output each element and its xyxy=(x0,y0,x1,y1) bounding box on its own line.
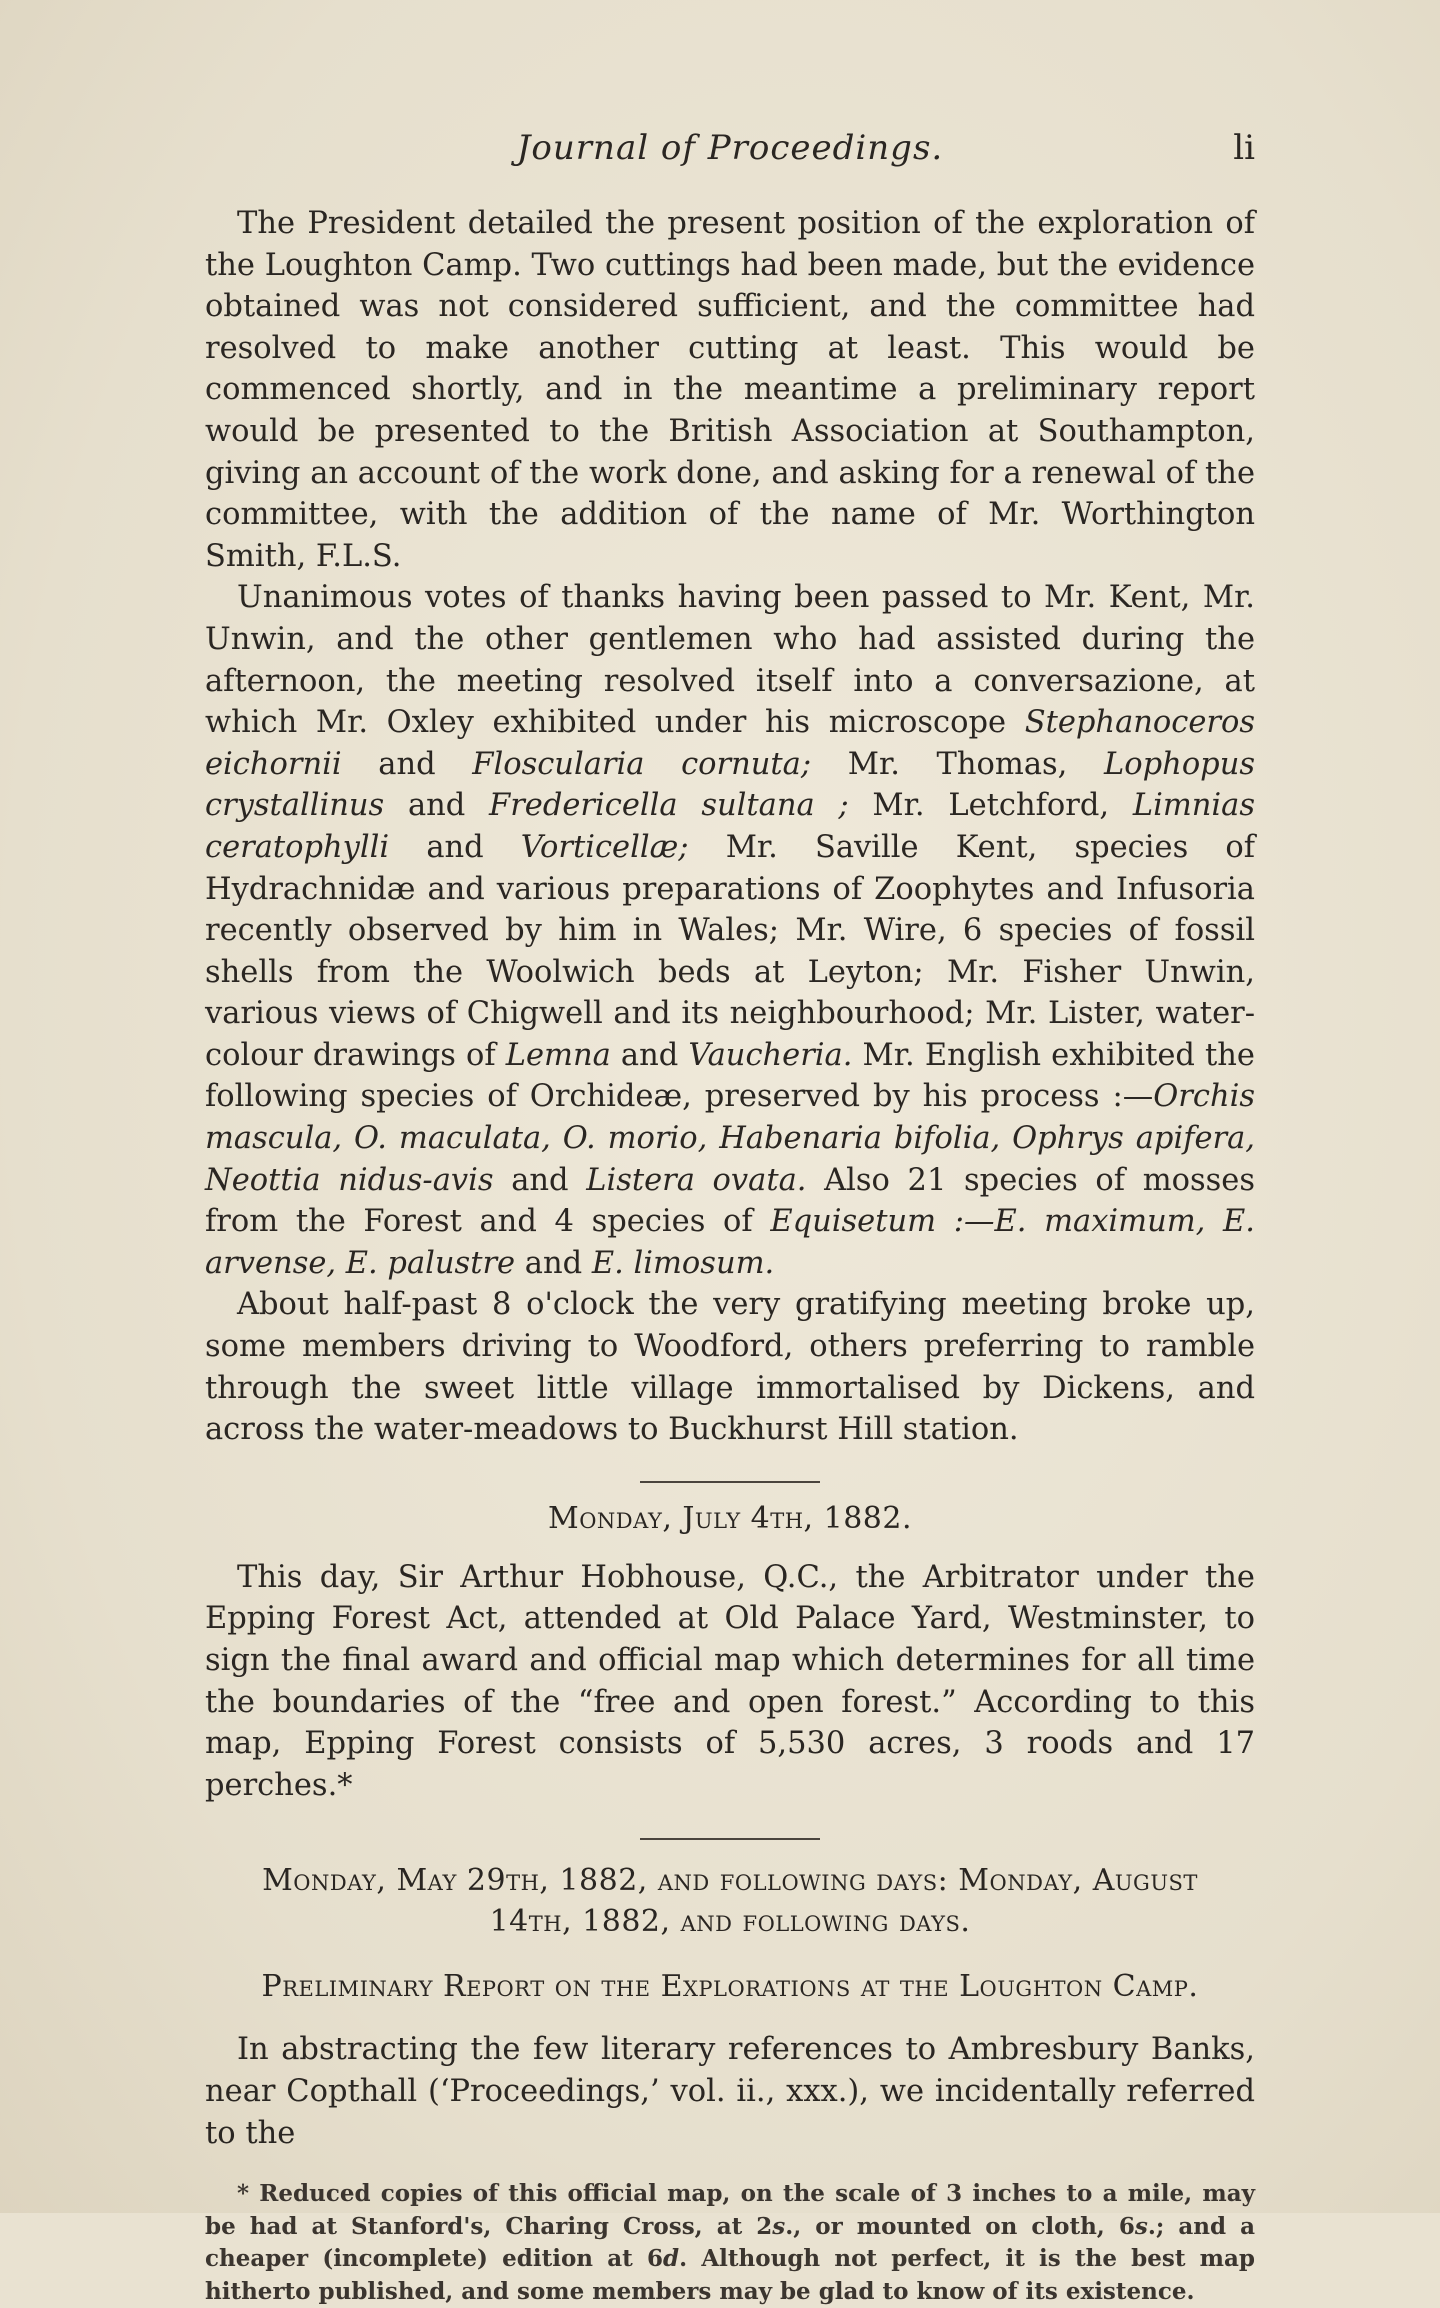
species-name: Limnias ceratophylli xyxy=(205,788,1255,865)
species-name: Vorticellæ; xyxy=(520,829,689,865)
text: Mr. Saville Kent, species of Hydrachnidæ and various preparations of Zoophytes and Infusoria recently observed by him in Wales; Mr. Wire, 6 species of fossil shells from the Woolwich beds at Leyton; Mr. Fisher Unwin, various views of Chigwell and its neighbourhood; Mr. Lister, water-colour drawings of xyxy=(205,829,1255,1073)
divider-rule xyxy=(640,1838,820,1840)
footnote-text xyxy=(205,2178,1255,2308)
species-name: E. limosum. xyxy=(591,1245,775,1281)
paragraph-conversazione xyxy=(205,577,1255,1284)
text: Also 21 species of mosses from the Forest and 4 species of xyxy=(205,1162,1256,1240)
text: Mr. English exhibited the following species of Orchideæ, preserved by his process :— xyxy=(205,1037,1255,1115)
divider-rule xyxy=(640,1481,820,1483)
species-name: Stephanoceros eichornii xyxy=(205,705,1255,782)
text: Unanimous votes of thanks having been passed to Mr. Kent, Mr. Unwin, and the other gentlemen who had assisted during the afternoon, the meeting resolved itself into a conversazione, at which Mr. Oxley exhibited under his microscope xyxy=(205,580,1255,741)
page-body xyxy=(205,203,1255,2308)
text: . Although not perfect, it is the best map hitherto published, and some members may be glad to know of its existence. xyxy=(205,2245,1255,2305)
currency-abbrev: s xyxy=(772,2212,786,2240)
page-number: li xyxy=(1233,128,1255,168)
text: and xyxy=(493,1162,587,1198)
species-name: Lophopus crystallinus xyxy=(205,746,1255,824)
footnote xyxy=(205,2178,1255,2308)
species-name: Orchis mascula, O. maculata, O. morio, Habenaria bifolia, Ophrys apifera, Neottia nidus-avis xyxy=(205,1079,1255,1198)
paragraph-president-report: The President detailed the present position of the exploration of the Loughton Camp. Two cuttings had been made, but the evidence obtained was not considered sufficient, and the committee had resolved to make another cutting at least. This would be commenced shortly, and in the meantime a preliminary report would be presented to the British Association at Southampton, giving an account of the work done, and asking for a renewal of the committee, with the addition of the name of Mr. Worthington Smith, F.L.S. xyxy=(205,206,1255,574)
text: and xyxy=(389,829,521,865)
text: and xyxy=(610,1037,689,1073)
running-head: Journal of Proceedings. xyxy=(516,128,944,168)
species-name: Fredericella sultana ; xyxy=(489,788,849,824)
species-name: Lemna xyxy=(505,1037,611,1073)
currency-abbrev: s xyxy=(1134,2212,1148,2240)
paragraph-arbitrator: This day, Sir Arthur Hobhouse, Q.C., the Arbitrator under the Epping Forest Act, attended at Old Palace Yard, Westminster, to sign the final award and official map which determines for all time the boundaries of the “free and open forest.” According to this map, Epping Forest consists of 5,530 acres, 3 roods and 17 perches.* xyxy=(205,1559,1255,1803)
species-name: Vaucheria. xyxy=(688,1037,853,1073)
species-name: Equisetum :—E. maximum, E. arvense, E. palustre xyxy=(205,1204,1255,1281)
species-name: Listera ovata. xyxy=(586,1162,807,1198)
text: * Reduced copies of this official map, on the scale of 3 inches to a mile, may be had at Stanford's, Charing Cross, at 2 xyxy=(205,2180,1255,2240)
report-title: Preliminary Report on the Explorations at the Loughton Camp. xyxy=(261,1969,1199,2005)
page-header xyxy=(205,128,1255,178)
currency-abbrev: d xyxy=(663,2245,680,2273)
paragraph-ambresbury: In abstracting the few literary references to Ambresbury Banks, near Copthall (‘Proceedings,’ vol. ii., xxx.), we incidentally referred to the xyxy=(205,2032,1255,2151)
paragraph-meeting-close: About half-past 8 o'clock the very gratifying meeting broke up, some members driving to Woodford, others preferring to ramble through the sweet little village immortalised by Dickens, and across the water-meadows to Buckhurst Hill station. xyxy=(205,1287,1255,1448)
section-heading-may-august: Monday, May 29th, 1882, and following days: Monday, August 14th, 1882, and following days. xyxy=(262,1863,1198,1940)
text: Mr. Thomas, xyxy=(811,746,1105,782)
text: .; and a cheaper (incomplete) edition at 6 xyxy=(205,2212,1255,2273)
species-name: Floscularia cornuta; xyxy=(472,746,812,782)
text: and xyxy=(515,1245,592,1281)
text: ., or mounted on cloth, 6 xyxy=(785,2212,1135,2240)
text: and xyxy=(341,746,473,782)
text: Mr. Letchford, xyxy=(848,788,1133,824)
text: and xyxy=(384,788,490,824)
section-heading-july: Monday, July 4th, 1882. xyxy=(548,1500,912,1536)
